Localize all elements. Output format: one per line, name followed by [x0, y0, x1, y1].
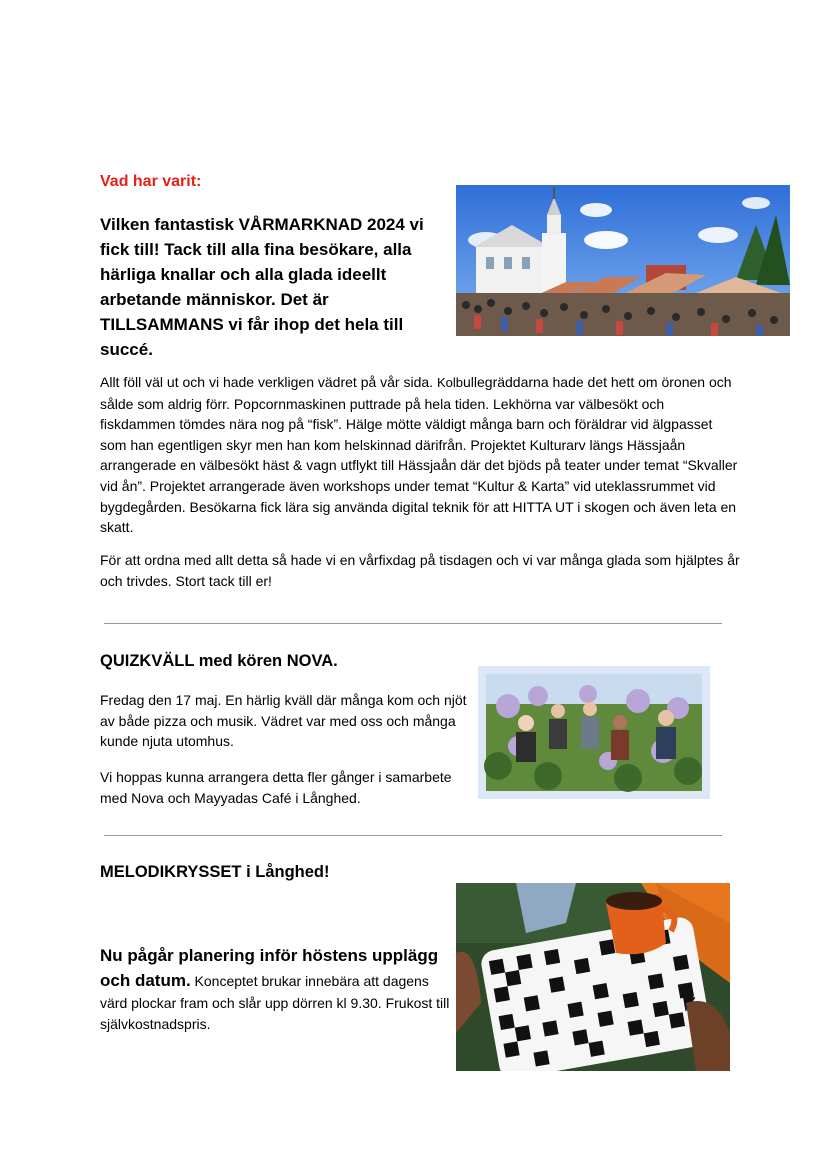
- paragraph-rest: ullegräddarna hade det hett om öronen och sålde som aldrig förr. Popcornmaskinen puttrade på hela tiden. Lekhörna var välbesökt och fiskdammen tömdes nära nog på “fisk”. Hälge mötte väldigt många barn och föräldrar vid älgpasset som han egentligen skyr men han kom helskinnad därifrån. Projektet Kulturarv längs Hässjaån arrangerade en välbesökt häst & vagn utflykt till Hässjaån där det bjöds på teater under temat “Skvaller vid ån”. Projektet arrangerade även workshops under temat “Kultur & Karta” vid uteklassrummet vid bygdegården. Besökarna fick lära sig använda digital teknik för att HITTA UT i skogen och även leta en skatt.: [100, 374, 738, 536]
- section-divider: [104, 623, 722, 624]
- melodikrysset-lead: Nu pågår planering inför höstens upplägg och datum.: [100, 946, 439, 990]
- varfixdag-paragraph: För att ordna med allt detta så hade vi en vårfixdag på tisdagen och vi var många glada som hjälptes år och trivdes. Stort tack till er!: [100, 552, 740, 589]
- melodikrysset-title: MELODIKRYSSET i Långhed!: [100, 863, 330, 881]
- quizkvall-paragraph-1: Fredag den 17 maj. En härlig kväll där många kom och njöt av både pizza och musik. Vädret var med oss och många kunde njuta utomhus.: [100, 692, 467, 750]
- market-photo: [456, 185, 790, 336]
- varmarknad-paragraph: [100, 372, 740, 538]
- section-heading-vad-har-varit: Vad har varit:: [100, 173, 202, 190]
- choir-photo: [478, 666, 710, 799]
- section-divider: [104, 835, 722, 836]
- varmarknad-lead-text: Vilken fantastisk VÅRMARKNAD 2024 vi fick till! Tack till alla fina besökare, alla härliga knallar och alla glada ideellt arbetande människor. Det är TILLSAMMANS vi får ihop det hela till succé.: [100, 215, 424, 359]
- paragraph-start: Allt föll väl ut och vi hade verkligen vädret på vår sida.: [100, 374, 437, 390]
- paragraph-small-text: Kolb: [436, 375, 463, 390]
- quizkvall-paragraph-2: Vi hoppas kunna arrangera detta fler gånger i samarbete med Nova och Mayyadas Café i Långhed.: [100, 769, 452, 806]
- quizkvall-title: QUIZKVÄLL med kören NOVA.: [100, 652, 338, 670]
- crossword-tray-photo: [456, 883, 730, 1071]
- melodikrysset-rest: Konceptet brukar innebära att dagens värd plockar fram och slår upp dörren kl 9.30. Frukost till självkostnadspris.: [100, 973, 450, 1032]
- melodikrysset-text: [100, 943, 450, 1035]
